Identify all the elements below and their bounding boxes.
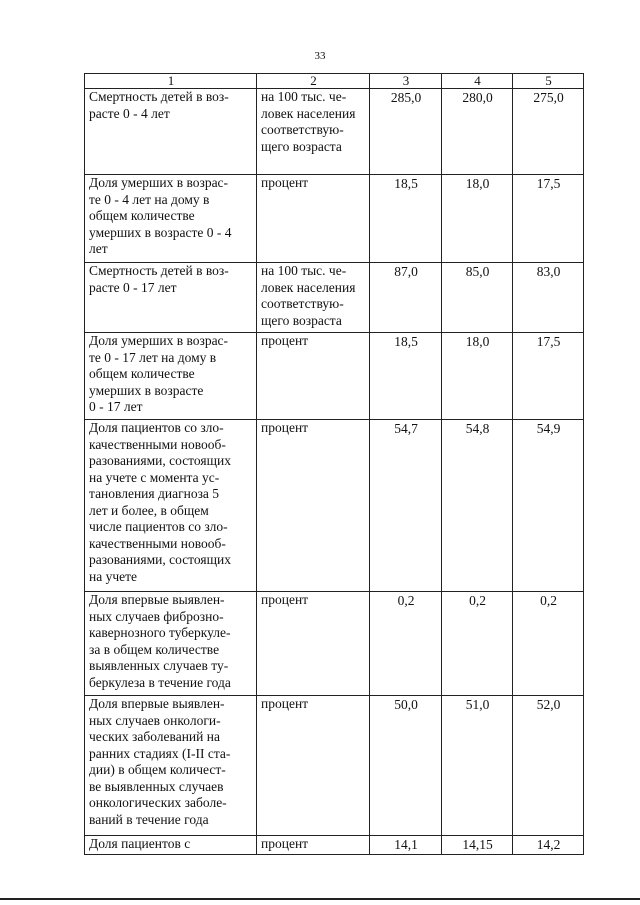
indicator-cell: Доля умерших в возрас- те 0 - 17 лет на дому в общем количестве умерших в возрасте 0 - 17 лет <box>85 333 257 420</box>
value-cell-col4: 18,0 <box>442 333 513 420</box>
table-row <box>85 420 584 592</box>
value-cell-col5: 0,2 <box>513 592 584 696</box>
column-header-5: 5 <box>513 74 584 89</box>
unit-cell: процент <box>257 696 370 836</box>
column-header-2: 2 <box>257 74 370 89</box>
value-cell-col5: 83,0 <box>513 263 584 333</box>
unit-cell: на 100 тыс. че- ловек населения соответствую- щего возраста <box>257 89 370 175</box>
value-cell-col3: 54,7 <box>370 420 442 592</box>
unit-cell: процент <box>257 420 370 592</box>
value-cell-col4: 54,8 <box>442 420 513 592</box>
indicator-cell: Доля пациентов с <box>85 836 257 855</box>
value-cell-col3: 285,0 <box>370 89 442 175</box>
value-cell-col5: 52,0 <box>513 696 584 836</box>
indicator-cell: Доля впервые выявлен- ных случаев онкологи- ческих заболеваний на ранних стадиях (I-II ста- дии) в общем количест- ве выявленных случаев онкологических заболе- ваний в течение года <box>85 696 257 836</box>
table-row <box>85 263 584 333</box>
unit-cell: процент <box>257 333 370 420</box>
value-cell-col5: 54,9 <box>513 420 584 592</box>
value-cell-col5: 17,5 <box>513 333 584 420</box>
table-row <box>85 333 584 420</box>
page-bottom-edge <box>0 898 640 900</box>
indicator-cell: Доля умерших в возрас- те 0 - 4 лет на дому в общем количестве умерших в возрасте 0 - 4 лет <box>85 175 257 263</box>
value-cell-col5: 17,5 <box>513 175 584 263</box>
value-cell-col4: 280,0 <box>442 89 513 175</box>
value-cell-col3: 18,5 <box>370 175 442 263</box>
table-row <box>85 696 584 836</box>
value-cell-col4: 14,15 <box>442 836 513 855</box>
column-header-3: 3 <box>370 74 442 89</box>
column-header-1: 1 <box>85 74 257 89</box>
indicator-cell: Смертность детей в воз- расте 0 - 4 лет <box>85 89 257 175</box>
indicators-table <box>84 73 584 855</box>
column-header-4: 4 <box>442 74 513 89</box>
unit-cell: процент <box>257 836 370 855</box>
value-cell-col5: 14,2 <box>513 836 584 855</box>
value-cell-col4: 18,0 <box>442 175 513 263</box>
value-cell-col3: 87,0 <box>370 263 442 333</box>
value-cell-col5: 275,0 <box>513 89 584 175</box>
unit-cell: на 100 тыс. че- ловек населения соответствую- щего возраста <box>257 263 370 333</box>
table-row <box>85 89 584 175</box>
value-cell-col4: 51,0 <box>442 696 513 836</box>
unit-cell: процент <box>257 175 370 263</box>
table-header-row <box>85 74 584 89</box>
value-cell-col3: 14,1 <box>370 836 442 855</box>
page-number: 33 <box>314 50 326 62</box>
table-row <box>85 836 584 855</box>
table-row <box>85 592 584 696</box>
indicator-cell: Доля впервые выявлен- ных случаев фиброзно- кавернозного туберкуле- за в общем количестве выявленных случаев ту- беркулеза в течение года <box>85 592 257 696</box>
value-cell-col4: 85,0 <box>442 263 513 333</box>
value-cell-col4: 0,2 <box>442 592 513 696</box>
indicator-cell: Доля пациентов со зло- качественными новооб- разованиями, состоящих на учете с момента ус- тановления диагноза 5 лет и более, в общем числе пациентов со зло- качественными новооб- разованиями, состоящих на учете <box>85 420 257 592</box>
table-row <box>85 175 584 263</box>
indicator-cell: Смертность детей в воз- расте 0 - 17 лет <box>85 263 257 333</box>
unit-cell: процент <box>257 592 370 696</box>
value-cell-col3: 18,5 <box>370 333 442 420</box>
value-cell-col3: 0,2 <box>370 592 442 696</box>
value-cell-col3: 50,0 <box>370 696 442 836</box>
